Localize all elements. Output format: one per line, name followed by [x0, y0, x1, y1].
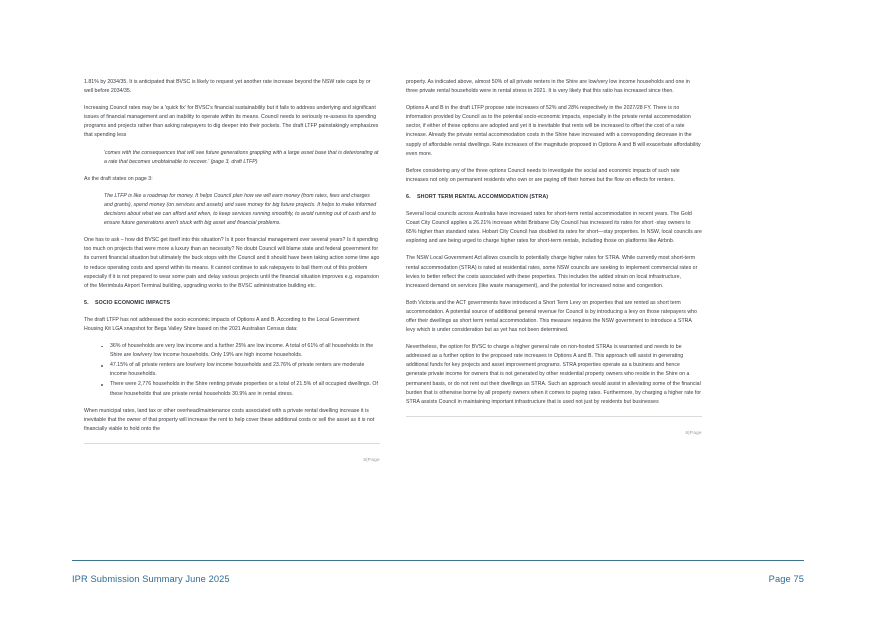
paragraph: Before considering any of the three options Council needs to investigate the social and economic impacts of such rate increases not only on permanent residents who own or are paying off their homes but the flow on effects for renters.	[406, 167, 680, 183]
paragraph: As the draft states on page 3:	[84, 175, 153, 182]
paragraph: Options A and B in the draft LTFP propose rate increases of 52% and 28% respectively in the 2027/28 FY. There is no information provided by Council as to the potential socio-economic impacts, especially in the private rental accommodation sector, if either of these options are adopted and yet it is inevitable that rents will be increased to offset the cost of a rate increase. Already the private rental accommodation costs in the Shire have increased with a corresponding decrease in the supply of affordable rental dwellings. Rate increases of the magnitude proposed in Options A and B will exacerbate affordability even more.	[406, 105, 701, 157]
list-item: 36% of households are very low income and a further 25% are low income. A total of 61% of all households in the Shire are low/very low income households. Only 19% are high income households.	[110, 342, 380, 360]
section-title: SOCIO ECONOMIC IMPACTS	[95, 299, 171, 306]
list-item: 47.15% of all private renters are low/very low income households and 23.76% of private renters are moderate income households.	[110, 361, 380, 379]
section-heading-short-term-rental-accommodation	[406, 193, 702, 202]
footer-page-number: Page 75	[768, 574, 804, 584]
paragraph: Increasing Council rates may be a 'quick fix' for BVSC's financial sustainability but it fails to address underlying and significant issues of financial management and an inability to operate within its means. Council needs to seriously re-assess its spending programs and projects rather than asking ratepayers to dig deeper into their pockets. The draft LTFP painstakingly emphasizes that spending less	[84, 105, 379, 139]
paragraph: The draft LTFP has not addressed the socio economic impacts of Options A and B. According to the Local Government Housing Kit LGA snapshot for Bega Valley Shire based on the 2021 Australian Census data:	[84, 316, 360, 332]
list-item: There were 2,776 households in the Shire renting private properties or a total of 21.5% of all occupied dwellings. Of these households that are private rental households 30.9% are in rental stress.	[110, 380, 380, 398]
paragraph: property. As indicated above, almost 50% of all private renters in the Shire are low/very low income households and one in three private rental households were in rental stress in 2021. It is very likely that this ratio has increased since then.	[406, 79, 690, 95]
section-number: 5.	[84, 299, 89, 306]
right-page-column	[406, 78, 702, 466]
section-number: 6.	[406, 193, 411, 200]
document-two-column-body	[0, 78, 876, 466]
paragraph: Nevertheless, the option for BVSC to charge a higher general rate on non-hosted STRAs is warranted and needs to be addressed as a further option to the proposed rate increases in Options A and B. This approach will assist in generating additional funds for key projects and asset improvement programs. STRA properties operate as a business and hence generate private income for owners that is not generated by other residential property owners who reside in the Shire on a permanent basis, or do not rent out their dwellings as STRA. Such an approach would assist in alleviating some of the financial burden that is otherwise borne by all property owners when it comes to paying rates. Furthermore, by charging a higher rate for STRA assists Council in maintaining important infrastructure that is used not just by residents but businesses	[406, 344, 702, 405]
footer-document-title: IPR Submission Summary June 2025	[72, 574, 230, 584]
page-footer	[72, 560, 804, 584]
page-folio: 6|Page	[685, 429, 702, 435]
section-title: SHORT TERM RENTAL ACCOMMODATION (STRA)	[417, 193, 549, 200]
paragraph: 1.81% by 2034/35. It is anticipated that BVSC is likely to request yet another rate increase beyond the NSW rate caps by or well before 2034/35.	[84, 79, 371, 95]
paragraph: One has to ask – how did BVSC get itself into this situation? Is it poor financial management over several years? Is it spending too much on projects that were more a luxury than an necessity? No doubt Council will blame state and federal government for its current financial situation but ultimately the buck stops with the Council and it should have been taking action some time ago to reduce operating costs and spend within its means. It cannot continue to ask ratepayers to bail them out of this problem especially if it is not prepared to wear some pain and delay various projects until the financial situation improves e.g. expansion of the Merimbula Airport Terminal building, upgrading works to the BVSC administration building etc.	[84, 237, 380, 289]
left-column-folio-rule	[84, 443, 380, 466]
paragraph: When municipal rates, land tax or other overhead/maintenance costs associated with a private rental dwelling increase it is inevitable that the owner of that property will increase the rent to help cover these additional costs or sell the asset as it is not financially viable to hold onto the	[84, 407, 375, 432]
paragraph: Both Victoria and the ACT governments have introduced a Short Term Levy on properties that are rented as short term accommodation. A potential source of additional general revenue for Council is by introducing a levy on those ratepayers who offer their dwellings as short term rental accommodation. This measure requires the NSW government to introduce a STRA levy which is under consideration but as yet has not been determined.	[406, 299, 697, 334]
right-column-folio-rule	[406, 416, 702, 439]
left-page-column	[84, 78, 380, 466]
section-heading-socio-economic-impacts	[84, 299, 380, 308]
census-statistics-list	[84, 342, 380, 399]
block-quote: 'comes with the consequences that will see future generations grappling with a large asset base that is deteriorating at a rate that becomes unobtainable to recover.' (page 3, draft LTFP)	[104, 149, 379, 165]
page-folio: 5|Page	[363, 456, 380, 462]
paragraph: Several local councils across Australia have increased rates for short-term rental accommodation in recent years. The Gold Coast City Council applies a 26.21% increase whilst Brisbane City Council has increased its rates for short -stay owners to 65% higher than standard rates. Hobart City Council has doubled its rates for short—stay properties. In NSW, local councils are exploring and are being urged to charge higher rates for short-term rentals, including those on platforms like Airbnb.	[406, 211, 702, 245]
block-quote: The LTFP is like a roadmap for money. It helps Council plan how we will earn money (from rates, fees and charges and grants), spend money (on services and assets) and save money for big future projects. It helps to make informed decisions about what we can afford and when, to keep services running smoothly, to avoid running out of cash and to ensure future generations aren't stuck with big asset and financial problems.	[104, 192, 377, 227]
paragraph: The NSW Local Government Act allows councils to potentially charge higher rates for STRA. While currently most short-term rental accommodation (STRA) is rated at residential rates, some NSW councils are seeking to implement commercial rates or levies to better reflect the costs associated with these properties. This includes the added strain on local infrastructure, increased demand on services (like waste management), and the potential for increased noise and congestion.	[406, 255, 698, 289]
